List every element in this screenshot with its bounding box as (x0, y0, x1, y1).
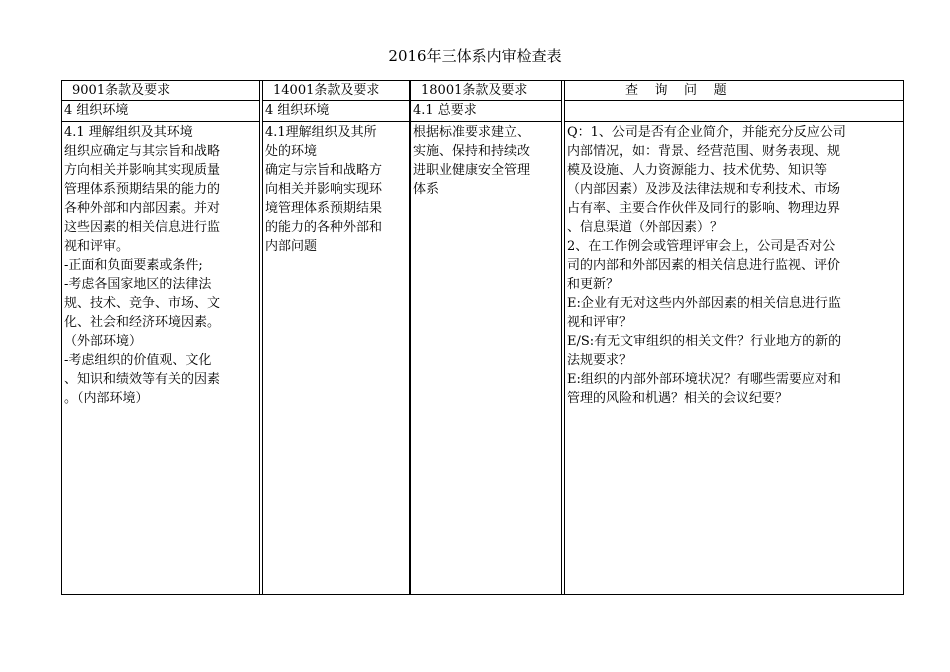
text-line: E:组织的内部外部环境状况？有哪些需要应对和 (567, 372, 841, 387)
text-line: 处的环境 (265, 144, 318, 159)
column-18001 (410, 81, 562, 594)
subheader-9001: 4 组织环境 (62, 101, 259, 122)
content-14001 (263, 122, 409, 256)
text-line: 占有率、主要合作伙伴及同行的影响、物理边界 (567, 201, 841, 216)
text-line: E/S:有无文审组织的相关文件？行业地方的新的 (567, 334, 842, 349)
text-line: 进职业健康安全管理 (413, 163, 531, 178)
text-line: 的能力的各种外部和 (265, 220, 383, 235)
content-18001 (411, 122, 561, 199)
text-line: 实施、保持和持续改 (413, 144, 531, 159)
text-line: 规、技术、竞争、市场、文 (64, 296, 221, 311)
text-line: 4.1理解组织及其所 (265, 125, 377, 140)
content-questions (565, 122, 903, 408)
text-line: 向相关并影响实现环 (265, 182, 383, 197)
subheader-18001: 4.1 总要求 (411, 101, 561, 122)
text-line: 根据标准要求建立、 (413, 125, 531, 140)
text-line: （外部环境） (64, 334, 143, 349)
text-line: 。（内部环境） (64, 391, 149, 406)
text-line: 模及设施、人力资源能力、技术优势、知识等 (567, 163, 828, 178)
header-14001: 14001条款及要求 (263, 81, 409, 101)
text-line: 组织应确定与其宗旨和战略 (64, 144, 221, 159)
text-line: 司的内部和外部因素的相关信息进行监视、评价 (567, 258, 841, 273)
text-line: 法规要求？ (567, 353, 633, 368)
column-14001 (262, 81, 410, 594)
page-title: 2016年三体系内审检查表 (388, 47, 562, 65)
text-line: -正面和负面要素或条件; (64, 258, 203, 273)
audit-checklist-table (61, 80, 904, 595)
text-line: 体系 (413, 182, 440, 197)
content-9001 (62, 122, 259, 408)
text-line: 内部问题 (265, 239, 318, 254)
text-line: 各种外部和内部因素。并对 (64, 201, 221, 216)
text-line: 方向相关并影响其实现质量 (64, 163, 221, 178)
text-line: 化、社会和经济环境因素。 (64, 315, 221, 330)
text-line: 视和评审？ (567, 315, 633, 330)
header-9001: 9001条款及要求 (62, 81, 259, 101)
text-line: E:企业有无对这些内外部因素的相关信息进行监 (567, 296, 841, 311)
text-line: 管理体系预期结果的能力的 (64, 182, 221, 197)
subheader-questions (565, 101, 903, 122)
text-line: 确定与宗旨和战略方 (265, 163, 383, 178)
text-line: -考虑组织的价值观、文化 (64, 353, 212, 368)
text-line: 和更新？ (567, 277, 620, 292)
header-18001: 18001条款及要求 (411, 81, 561, 101)
column-questions (564, 81, 903, 594)
text-line: 这些因素的相关信息进行监 (64, 220, 221, 235)
text-line: 内部情况，如：背景、经营范围、财务表现、规 (567, 144, 841, 159)
text-line: 管理的风险和机遇？相关的会议纪要？ (567, 391, 789, 406)
text-line: 视和评审。 (64, 239, 130, 254)
text-line: 、知识和绩效等有关的因素 (64, 372, 221, 387)
header-questions: 查 询 问 题 (565, 81, 903, 101)
text-line: Q：1、公司是否有企业简介，并能充分反应公司 (567, 125, 846, 140)
text-line: 4.1 理解组织及其环境 (64, 125, 193, 140)
text-line: 2、在工作例会或管理评审会上，公司是否对公 (567, 239, 836, 254)
subheader-14001: 4 组织环境 (263, 101, 409, 122)
column-9001 (62, 81, 260, 594)
text-line: -考虑各国家地区的法律法 (64, 277, 212, 292)
text-line: 、信息渠道（外部因素）？ (567, 220, 724, 235)
text-line: （内部因素）及涉及法律法规和专利技术、市场 (567, 182, 841, 197)
text-line: 境管理体系预期结果 (265, 201, 383, 216)
